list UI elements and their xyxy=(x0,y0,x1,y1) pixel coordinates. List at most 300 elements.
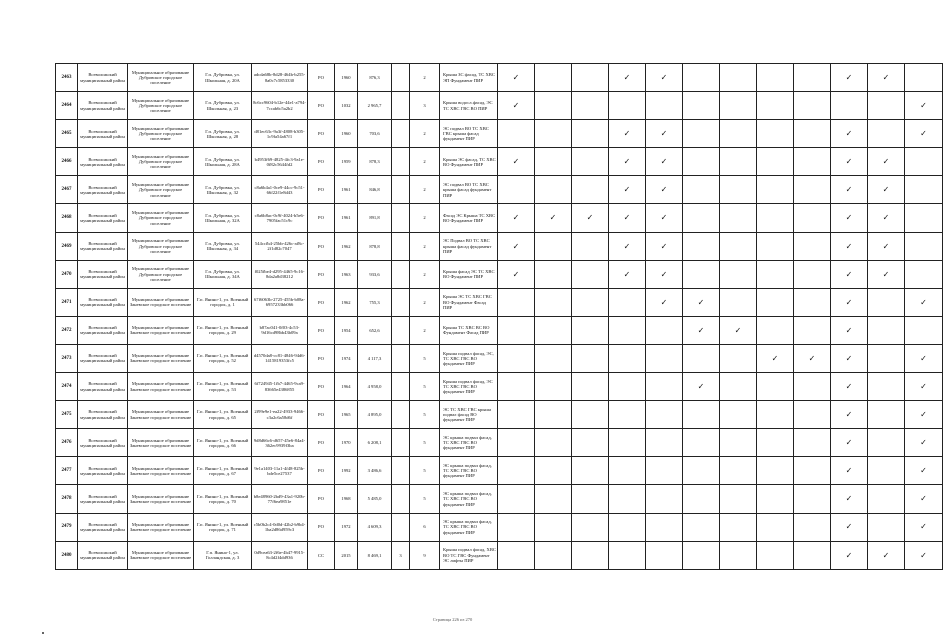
empty-check-cell xyxy=(609,92,646,120)
address-cell: Г.п. Янино-1, ул. Военный городок, д. 1 xyxy=(194,288,252,316)
district-cell: Всеволожский муниципальный район xyxy=(78,176,128,204)
empty-check-cell xyxy=(720,541,757,569)
empty-check-cell xyxy=(794,64,831,92)
house-code-cell: c8a6b4a1-0ce9-44cc-9c51-66f22f1e8d43 xyxy=(252,176,308,204)
empty-check-cell xyxy=(757,513,794,541)
count-cell-a xyxy=(392,64,410,92)
checkmark-icon: ✓ xyxy=(720,316,757,344)
count-cell-b: 2 xyxy=(410,260,440,288)
count-cell-b: 9 xyxy=(410,541,440,569)
address-cell: Г.п. Дубровка, ул. Школьная, д. 34 xyxy=(194,232,252,260)
empty-check-cell xyxy=(683,148,720,176)
empty-check-cell xyxy=(646,513,683,541)
house-type-cell: РО xyxy=(308,513,335,541)
address-cell: Г.п. Янино-1, ул. Военный городок, д. 67 xyxy=(194,457,252,485)
empty-check-cell xyxy=(609,288,646,316)
empty-check-cell xyxy=(794,120,831,148)
empty-check-cell xyxy=(868,457,905,485)
checkmark-icon: ✓ xyxy=(572,204,609,232)
row-number: 2470 xyxy=(56,260,78,288)
settlement-cell: Муниципальное образование Заневское городское поселение xyxy=(128,541,194,569)
district-cell: Всеволожский муниципальный район xyxy=(78,316,128,344)
empty-check-cell xyxy=(757,120,794,148)
count-cell-b: 2 xyxy=(410,120,440,148)
house-type-cell: РО xyxy=(308,232,335,260)
empty-check-cell xyxy=(646,92,683,120)
empty-check-cell xyxy=(720,92,757,120)
checkmark-icon: ✓ xyxy=(905,457,943,485)
table-row xyxy=(56,344,943,372)
works-list-cell: ЭС крыша подвал фасад, ТС ХВС ГВС ВО фундамент ПИР xyxy=(440,485,498,513)
year-built-cell: 1961 xyxy=(335,176,358,204)
empty-check-cell xyxy=(609,429,646,457)
house-type-cell: РО xyxy=(308,176,335,204)
settlement-cell: Муниципальное образование Дубровское городское поселение xyxy=(128,232,194,260)
empty-check-cell xyxy=(757,148,794,176)
works-list-cell: Фасад ЭС Крыша ТС ХВС ВО Фундамент ПИР xyxy=(440,204,498,232)
count-cell-b: 5 xyxy=(410,429,440,457)
district-cell: Всеволожский муниципальный район xyxy=(78,513,128,541)
empty-check-cell xyxy=(757,316,794,344)
house-code-cell: d4570da8-cc81-4846-94d6-1415819353fc5 xyxy=(252,344,308,372)
checkmark-icon: ✓ xyxy=(905,513,943,541)
empty-check-cell xyxy=(720,457,757,485)
year-built-cell: 1032 xyxy=(335,92,358,120)
empty-check-cell xyxy=(572,401,609,429)
empty-check-cell xyxy=(683,176,720,204)
empty-check-cell xyxy=(498,120,535,148)
empty-check-cell xyxy=(572,344,609,372)
empty-check-cell xyxy=(757,260,794,288)
area-cell: 703,6 xyxy=(358,120,392,148)
checkmark-icon: ✓ xyxy=(831,148,868,176)
empty-check-cell xyxy=(646,344,683,372)
empty-check-cell xyxy=(905,148,943,176)
district-cell: Всеволожский муниципальный район xyxy=(78,148,128,176)
table-row xyxy=(56,92,943,120)
count-cell-a xyxy=(392,513,410,541)
year-built-cell: 1959 xyxy=(335,148,358,176)
empty-check-cell xyxy=(498,541,535,569)
address-cell: Г.п. Янино-1, ул. Военный городок, д. 65 xyxy=(194,401,252,429)
table-row xyxy=(56,64,943,92)
house-type-cell: РО xyxy=(308,344,335,372)
checkmark-icon: ✓ xyxy=(905,429,943,457)
house-type-cell: РО xyxy=(308,401,335,429)
empty-check-cell xyxy=(720,260,757,288)
checkmark-icon: ✓ xyxy=(831,288,868,316)
house-type-cell: РО xyxy=(308,457,335,485)
empty-check-cell xyxy=(646,541,683,569)
district-cell: Всеволожский муниципальный район xyxy=(78,288,128,316)
checkmark-icon: ✓ xyxy=(498,92,535,120)
empty-check-cell xyxy=(757,485,794,513)
count-cell-a xyxy=(392,316,410,344)
count-cell-b: 2 xyxy=(410,64,440,92)
empty-check-cell xyxy=(609,316,646,344)
district-cell: Всеволожский муниципальный район xyxy=(78,260,128,288)
count-cell-b: 5 xyxy=(410,344,440,372)
count-cell-b: 2 xyxy=(410,148,440,176)
count-cell-b: 2 xyxy=(410,316,440,344)
count-cell-a xyxy=(392,204,410,232)
empty-check-cell xyxy=(572,541,609,569)
row-number: 2469 xyxy=(56,232,78,260)
house-code-cell: 67f6063b-2725-455b-b08a-6957233bb066 xyxy=(252,288,308,316)
table-row xyxy=(56,373,943,401)
count-cell-a xyxy=(392,344,410,372)
empty-check-cell xyxy=(720,288,757,316)
address-cell: Г.п. Дубровка, ул. Школьная, д. 28А xyxy=(194,148,252,176)
area-cell: 6 208,1 xyxy=(358,429,392,457)
table-row xyxy=(56,260,943,288)
area-cell: 755,3 xyxy=(358,288,392,316)
settlement-cell: Муниципальное образование Дубровское городское поселение xyxy=(128,260,194,288)
empty-check-cell xyxy=(535,401,572,429)
settlement-cell: Муниципальное образование Дубровское городское поселение xyxy=(128,92,194,120)
count-cell-b: 6 xyxy=(410,513,440,541)
year-built-cell: 1963 xyxy=(335,260,358,288)
empty-check-cell xyxy=(572,457,609,485)
empty-check-cell xyxy=(535,92,572,120)
settlement-cell: Муниципальное образование Заневское городское поселение xyxy=(128,429,194,457)
house-code-cell: 544ccfb4-25bb-426c-af8c-2f1d82c7047 xyxy=(252,232,308,260)
empty-check-cell xyxy=(757,176,794,204)
checkmark-icon: ✓ xyxy=(868,176,905,204)
checkmark-icon: ✓ xyxy=(905,485,943,513)
district-cell: Всеволожский муниципальный район xyxy=(78,92,128,120)
count-cell-b: 2 xyxy=(410,232,440,260)
settlement-cell: Муниципальное образование Заневское городское поселение xyxy=(128,513,194,541)
works-list-cell: Крыша подвал фасад, ХВС ВО ТС ГВС Фундамент ЭС лифты ПИР xyxy=(440,541,498,569)
works-list-cell: Крыша ЭС фасад, ТС ХВС ВО Фундамент ПИР xyxy=(440,148,498,176)
checkmark-icon: ✓ xyxy=(831,120,868,148)
row-number: 2468 xyxy=(56,204,78,232)
empty-check-cell xyxy=(757,429,794,457)
row-number: 2471 xyxy=(56,288,78,316)
empty-check-cell xyxy=(572,316,609,344)
checkmark-icon: ✓ xyxy=(609,260,646,288)
house-code-cell: b87ac041-0f03-4c53-9d16cd98bb43b09a xyxy=(252,316,308,344)
house-type-cell: РО xyxy=(308,316,335,344)
empty-check-cell xyxy=(905,260,943,288)
empty-check-cell xyxy=(757,401,794,429)
house-code-cell: b4953f69-4825-4fc3-9a1e-0f82c5644fd2 xyxy=(252,148,308,176)
settlement-cell: Муниципальное образование Дубровское городское поселение xyxy=(128,204,194,232)
house-code-cell: 0d9cea63-2f6e-4b47-9915-8c4d2f4dd936 xyxy=(252,541,308,569)
empty-check-cell xyxy=(720,401,757,429)
table-row xyxy=(56,485,943,513)
empty-check-cell xyxy=(868,288,905,316)
checkmark-icon: ✓ xyxy=(498,148,535,176)
empty-check-cell xyxy=(535,373,572,401)
checkmark-icon: ✓ xyxy=(905,344,943,372)
empty-check-cell xyxy=(720,232,757,260)
house-type-cell: РО xyxy=(308,148,335,176)
empty-check-cell xyxy=(572,429,609,457)
area-cell: 8 469,1 xyxy=(358,541,392,569)
year-built-cell: 2015 xyxy=(335,541,358,569)
empty-check-cell xyxy=(609,344,646,372)
empty-check-cell xyxy=(720,120,757,148)
empty-check-cell xyxy=(868,513,905,541)
district-cell: Всеволожский муниципальный район xyxy=(78,373,128,401)
empty-check-cell xyxy=(683,64,720,92)
housing-register-table xyxy=(55,63,943,570)
empty-check-cell xyxy=(535,260,572,288)
address-cell: Г.п. Янино-1, ул. Военный городок, д. 52 xyxy=(194,344,252,372)
address-cell: Г.п. Янино-1, ул. Военный городок, д. 70 xyxy=(194,485,252,513)
works-list-cell: Крыша ЗС фасад, ТС ХВС ЭП Фундамент ПИР xyxy=(440,64,498,92)
count-cell-a xyxy=(392,485,410,513)
row-number: 2476 xyxy=(56,429,78,457)
empty-check-cell xyxy=(535,513,572,541)
empty-check-cell xyxy=(720,344,757,372)
area-cell: 652,6 xyxy=(358,316,392,344)
empty-check-cell xyxy=(757,204,794,232)
empty-check-cell xyxy=(868,316,905,344)
empty-check-cell xyxy=(646,401,683,429)
year-built-cell: 1992 xyxy=(335,457,358,485)
checkmark-icon: ✓ xyxy=(831,316,868,344)
house-code-cell: 9e1a1403-11a1-4f48-825b-bde5ce27537 xyxy=(252,457,308,485)
empty-check-cell xyxy=(683,260,720,288)
empty-check-cell xyxy=(646,316,683,344)
count-cell-a xyxy=(392,176,410,204)
empty-check-cell xyxy=(720,176,757,204)
year-built-cell: 1965 xyxy=(335,401,358,429)
empty-check-cell xyxy=(683,344,720,372)
empty-check-cell xyxy=(572,176,609,204)
empty-check-cell xyxy=(757,373,794,401)
empty-check-cell xyxy=(683,120,720,148)
table-row xyxy=(56,176,943,204)
checkmark-icon: ✓ xyxy=(498,64,535,92)
empty-check-cell xyxy=(905,316,943,344)
count-cell-b: 2 xyxy=(410,204,440,232)
empty-check-cell xyxy=(535,148,572,176)
works-list-cell: ЭС крыша подвал фасад, ТС ХВС ГВС ВО фундамент ПИР xyxy=(440,457,498,485)
empty-check-cell xyxy=(572,232,609,260)
count-cell-a xyxy=(392,232,410,260)
empty-check-cell xyxy=(757,457,794,485)
empty-check-cell xyxy=(535,232,572,260)
count-cell-a xyxy=(392,401,410,429)
district-cell: Всеволожский муниципальный район xyxy=(78,485,128,513)
settlement-cell: Муниципальное образование Заневское городское поселение xyxy=(128,401,194,429)
house-code-cell: 8c6cc9604-b12e-44e1-a794-7ccab6c5a2b2 xyxy=(252,92,308,120)
table-row xyxy=(56,148,943,176)
area-cell: 846,8 xyxy=(358,176,392,204)
checkmark-icon: ✓ xyxy=(905,373,943,401)
empty-check-cell xyxy=(720,64,757,92)
empty-check-cell xyxy=(905,64,943,92)
house-code-cell: c8a6b8ac-0c9f-4024-b5e6-7905fac51c9c xyxy=(252,204,308,232)
count-cell-a xyxy=(392,92,410,120)
empty-check-cell xyxy=(794,92,831,120)
row-number: 2473 xyxy=(56,344,78,372)
row-number: 2474 xyxy=(56,373,78,401)
row-number: 2465 xyxy=(56,120,78,148)
house-type-cell: СС xyxy=(308,541,335,569)
empty-check-cell xyxy=(831,92,868,120)
empty-check-cell xyxy=(572,120,609,148)
checkmark-icon: ✓ xyxy=(498,204,535,232)
area-cell: 4 958,0 xyxy=(358,373,392,401)
empty-check-cell xyxy=(646,373,683,401)
table-row xyxy=(56,429,943,457)
address-cell: Г.п. Янино-1, ул. Голландская, д. 3 xyxy=(194,541,252,569)
checkmark-icon: ✓ xyxy=(646,260,683,288)
empty-check-cell xyxy=(757,64,794,92)
address-cell: Г.п. Дубровка, ул. Школьная, д. 28 xyxy=(194,120,252,148)
empty-check-cell xyxy=(535,344,572,372)
empty-check-cell xyxy=(794,373,831,401)
empty-check-cell xyxy=(757,288,794,316)
checkmark-icon: ✓ xyxy=(609,148,646,176)
table-row xyxy=(56,288,943,316)
district-cell: Всеволожский муниципальный район xyxy=(78,232,128,260)
empty-check-cell xyxy=(609,485,646,513)
checkmark-icon: ✓ xyxy=(831,260,868,288)
house-code-cell: 2f99e9e1-ea22-4933-9466-c3a2c6a58d6f xyxy=(252,401,308,429)
count-cell-a xyxy=(392,260,410,288)
works-list-cell: Крыша подвал фасад, ЭС ТС ХВС ГВС ВО фундамент ПИР xyxy=(440,373,498,401)
year-built-cell: 1960 xyxy=(335,64,358,92)
district-cell: Всеволожский муниципальный район xyxy=(78,429,128,457)
empty-check-cell xyxy=(609,513,646,541)
district-cell: Всеволожский муниципальный район xyxy=(78,457,128,485)
address-cell: Г.п. Дубровка, ул. Школьная, д. 32 xyxy=(194,176,252,204)
house-code-cell: f025fbe4-d295-4465-9c16-8da2a8d38212 xyxy=(252,260,308,288)
empty-check-cell xyxy=(572,373,609,401)
works-list-cell: Крыша ЭС ТС ХВС ГВС ВО Фундамент Фасад ПИР xyxy=(440,288,498,316)
empty-check-cell xyxy=(794,401,831,429)
empty-check-cell xyxy=(498,429,535,457)
checkmark-icon: ✓ xyxy=(683,288,720,316)
checkmark-icon: ✓ xyxy=(609,176,646,204)
settlement-cell: Муниципальное образование Дубровское городское поселение xyxy=(128,176,194,204)
empty-check-cell xyxy=(720,485,757,513)
empty-check-cell xyxy=(794,288,831,316)
count-cell-a xyxy=(392,120,410,148)
count-cell-b: 3 xyxy=(410,92,440,120)
empty-check-cell xyxy=(683,513,720,541)
checkmark-icon: ✓ xyxy=(831,457,868,485)
empty-check-cell xyxy=(868,92,905,120)
empty-check-cell xyxy=(535,485,572,513)
empty-check-cell xyxy=(683,204,720,232)
checkmark-icon: ✓ xyxy=(535,204,572,232)
count-cell-a xyxy=(392,288,410,316)
empty-check-cell xyxy=(535,176,572,204)
empty-check-cell xyxy=(498,176,535,204)
table-row xyxy=(56,204,943,232)
checkmark-icon: ✓ xyxy=(868,204,905,232)
empty-check-cell xyxy=(572,64,609,92)
area-cell: 4 609,3 xyxy=(358,513,392,541)
count-cell-a xyxy=(392,373,410,401)
settlement-cell: Муниципальное образование Заневское городское поселение xyxy=(128,373,194,401)
empty-check-cell xyxy=(757,232,794,260)
empty-check-cell xyxy=(683,541,720,569)
empty-check-cell xyxy=(535,429,572,457)
count-cell-b: 5 xyxy=(410,401,440,429)
house-type-cell: РО xyxy=(308,288,335,316)
row-number: 2463 xyxy=(56,64,78,92)
works-list-cell: ЭС Подвал ВО ТС ХВС крыша фасад фундамент ПИР xyxy=(440,232,498,260)
checkmark-icon: ✓ xyxy=(905,92,943,120)
empty-check-cell xyxy=(794,232,831,260)
empty-check-cell xyxy=(720,148,757,176)
year-built-cell: 1968 xyxy=(335,485,358,513)
empty-check-cell xyxy=(720,429,757,457)
empty-check-cell xyxy=(757,92,794,120)
settlement-cell: Муниципальное образование Дубровское городское поселение xyxy=(128,120,194,148)
empty-check-cell xyxy=(646,485,683,513)
checkmark-icon: ✓ xyxy=(831,429,868,457)
district-cell: Всеволожский муниципальный район xyxy=(78,204,128,232)
count-cell-a xyxy=(392,148,410,176)
checkmark-icon: ✓ xyxy=(905,120,943,148)
row-number: 2472 xyxy=(56,316,78,344)
settlement-cell: Муниципальное образование Заневское городское поселение xyxy=(128,288,194,316)
table-row xyxy=(56,120,943,148)
empty-check-cell xyxy=(905,176,943,204)
year-built-cell: 1970 xyxy=(335,429,358,457)
checkmark-icon: ✓ xyxy=(609,204,646,232)
empty-check-cell xyxy=(498,513,535,541)
empty-check-cell xyxy=(572,92,609,120)
empty-check-cell xyxy=(868,373,905,401)
empty-check-cell xyxy=(868,429,905,457)
area-cell: 878,8 xyxy=(358,232,392,260)
empty-check-cell xyxy=(572,148,609,176)
house-code-cell: c5b0b2c4-0d0d-42b2-b9b4-1ba2d86d959c3 xyxy=(252,513,308,541)
empty-check-cell xyxy=(720,373,757,401)
count-cell-b: 5 xyxy=(410,457,440,485)
address-cell: Г.п. Дубровка, ул. Школьная, д. 23 xyxy=(194,92,252,120)
checkmark-icon: ✓ xyxy=(609,232,646,260)
checkmark-icon: ✓ xyxy=(646,176,683,204)
row-number: 2467 xyxy=(56,176,78,204)
row-number: 2477 xyxy=(56,457,78,485)
house-code-cell: d81ec63c-9a3f-4808-b305-1c9fa54a67f1 xyxy=(252,120,308,148)
settlement-cell: Муниципальное образование Дубровское городское поселение xyxy=(128,148,194,176)
empty-check-cell xyxy=(720,204,757,232)
works-list-cell: Крыша фасад ЭС ТС ХВС ВО Фундамент ПИР xyxy=(440,260,498,288)
empty-check-cell xyxy=(646,457,683,485)
empty-check-cell xyxy=(498,316,535,344)
empty-check-cell xyxy=(535,541,572,569)
empty-check-cell xyxy=(498,457,535,485)
checkmark-icon: ✓ xyxy=(868,541,905,569)
checkmark-icon: ✓ xyxy=(905,288,943,316)
empty-check-cell xyxy=(498,288,535,316)
year-built-cell: 1954 xyxy=(335,316,358,344)
empty-check-cell xyxy=(720,513,757,541)
empty-check-cell xyxy=(498,401,535,429)
count-cell-a: 3 xyxy=(392,541,410,569)
area-cell: 933,6 xyxy=(358,260,392,288)
empty-check-cell xyxy=(905,204,943,232)
count-cell-b: 2 xyxy=(410,176,440,204)
empty-check-cell xyxy=(868,401,905,429)
empty-check-cell xyxy=(794,148,831,176)
empty-check-cell xyxy=(535,64,572,92)
checkmark-icon: ✓ xyxy=(905,401,943,429)
empty-check-cell xyxy=(683,485,720,513)
